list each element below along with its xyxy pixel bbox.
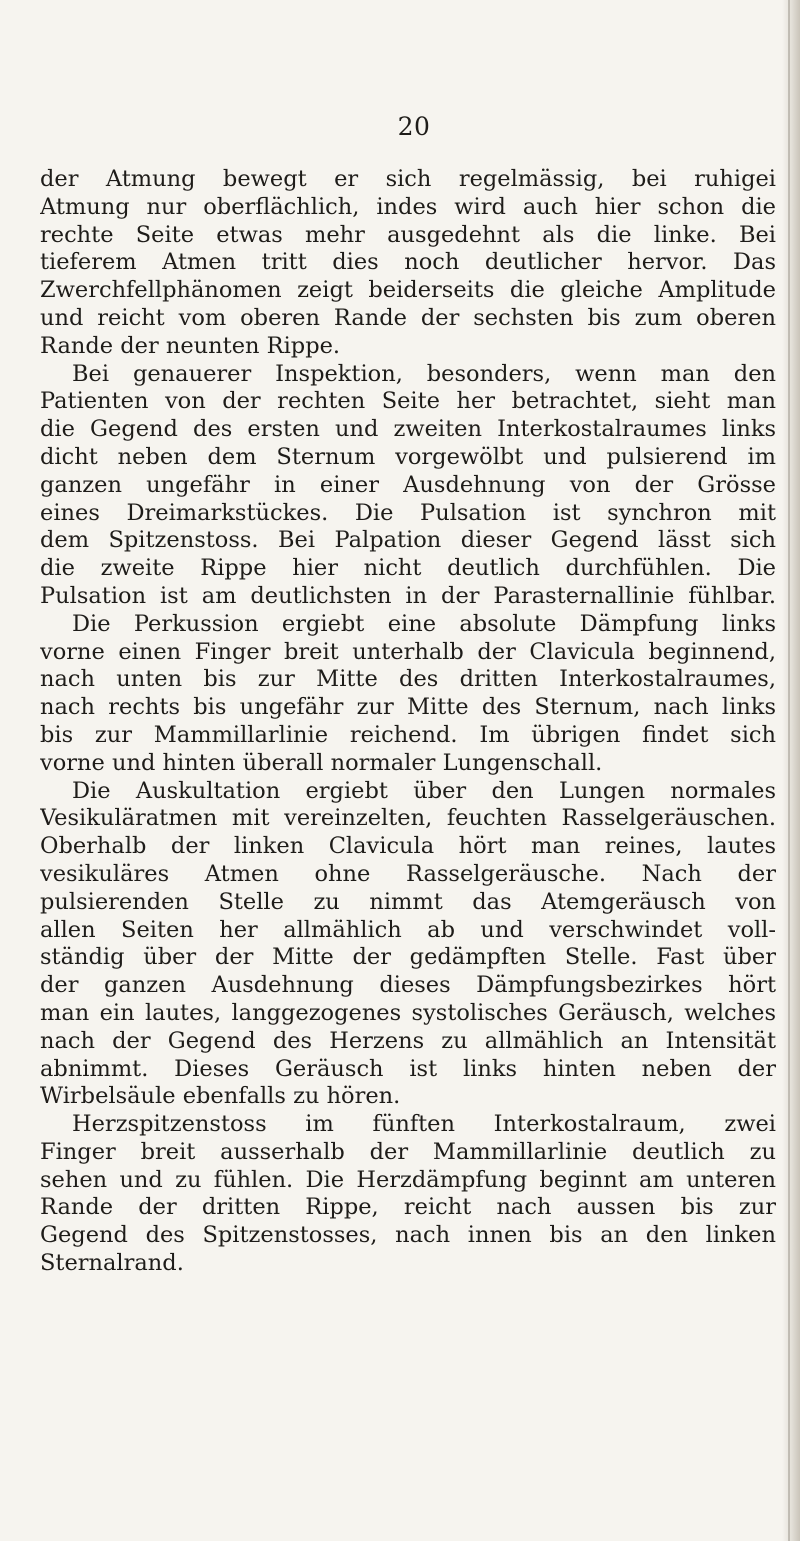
text-line: der ganzen Ausdehnung dieses Dämpfungsbezirkes hört [40, 972, 776, 999]
text-line: Atmung nur oberflächlich, indes wird auch hier schon die [40, 193, 776, 220]
text-line: vorne einen Finger breit unterhalb der Clavicula beginnend, [40, 638, 776, 665]
text-line: eines Dreimarkstückes. Die Pulsation ist synchron mit [40, 499, 776, 526]
text-line: und reicht vom oberen Rande der sechsten bis zum oberen [40, 304, 776, 331]
text-line: Finger breit ausserhalb der Mammillarlinie deutlich zu [40, 1138, 776, 1165]
text-line: pulsierenden Stelle zu nimmt das Atemgeräusch von [40, 888, 776, 915]
text-line: Die Auskultation ergiebt über den Lungen normales [72, 777, 776, 804]
text-line: abnimmt. Dieses Geräusch ist links hinten neben der [40, 1055, 776, 1082]
text-line: dicht neben dem Sternum vorgewölbt und pulsierend im [40, 443, 776, 470]
text-line: bis zur Mammillarlinie reichend. Im übrigen findet sich [40, 721, 776, 748]
text-line: der Atmung bewegt er sich regelmässig, bei ruhigei [40, 166, 776, 192]
text-line: Zwerchfellphänomen zeigt beiderseits die gleiche Amplitude [40, 277, 776, 304]
text-line: vesikuläres Atmen ohne Rasselgeräusche. Nach der [40, 860, 776, 887]
text-line: ganzen ungefähr in einer Ausdehnung von der Grösse [40, 471, 776, 498]
text-line: Oberhalb der linken Clavicula hört man reines, lautes [40, 833, 776, 860]
text-line: tieferem Atmen tritt dies noch deutlicher hervor. Das [40, 249, 776, 276]
text-line: Bei genauerer Inspektion, besonders, wenn man den [72, 360, 776, 387]
text-line: rechte Seite etwas mehr ausgedehnt als die linke. Bei [40, 221, 776, 248]
text-line: die zweite Rippe hier nicht deutlich durchfühlen. Die [40, 555, 776, 582]
text-line: Pulsation ist am deutlichsten in der Parasternallinie fühlbar. [40, 582, 776, 609]
text-line: Sternalrand. [40, 1250, 184, 1277]
text-line: Herzspitzenstoss im fünften Interkostalraum, zwei [72, 1111, 776, 1138]
page-number: 20 [397, 112, 431, 141]
text-line: nach der Gegend des Herzens zu allmählich an Intensität [40, 1027, 776, 1054]
text-line: nach unten bis zur Mitte des dritten Interkostalraumes, [40, 666, 776, 693]
text-line: dem Spitzenstoss. Bei Palpation dieser Gegend lässt sich [40, 527, 776, 554]
text-line: Rande der neunten Rippe. [40, 332, 341, 359]
text-line: allen Seiten her allmählich ab und verschwindet voll- [40, 916, 776, 943]
text-line: Wirbelsäule ebenfalls zu hören. [40, 1083, 401, 1110]
text-line: Rande der dritten Rippe, reicht nach aussen bis zur [40, 1194, 776, 1221]
text-line: die Gegend des ersten und zweiten Interkostalraumes links [40, 416, 776, 443]
text-line: man ein lautes, langgezogenes systolisches Geräusch, welches [40, 999, 776, 1026]
text-line: Die Perkussion ergiebt eine absolute Dämpfung links [72, 610, 776, 637]
body-text [40, 166, 776, 1278]
binding-shadow [782, 0, 800, 1541]
text-line: nach rechts bis ungefähr zur Mitte des Sternum, nach links [40, 694, 776, 721]
text-line: ständig über der Mitte der gedämpften Stelle. Fast über [40, 944, 776, 971]
text-line: vorne und hinten überall normaler Lungenschall. [40, 749, 603, 776]
text-line: Patienten von der rechten Seite her betrachtet, sieht man [40, 388, 776, 415]
text-line: Gegend des Spitzenstosses, nach innen bis an den linken [40, 1222, 776, 1249]
text-line: sehen und zu fühlen. Die Herzdämpfung beginnt am unteren [40, 1166, 776, 1193]
binding-edge [788, 0, 790, 1541]
text-line: Vesikuläratmen mit vereinzelten, feuchten Rasselgeräuschen. [40, 805, 776, 832]
